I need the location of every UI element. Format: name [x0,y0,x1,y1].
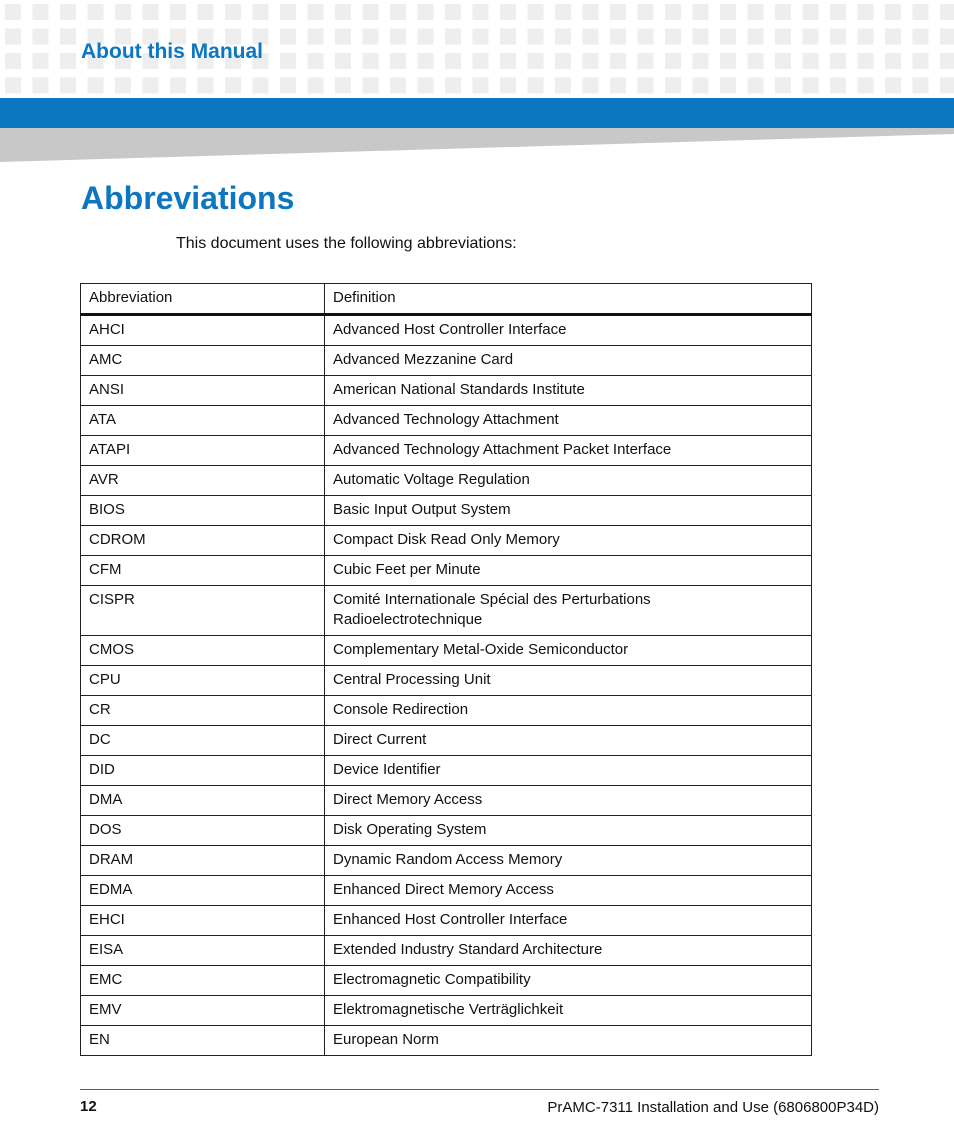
pattern-square [665,78,681,94]
pattern-square [748,53,764,69]
pattern-square [775,53,791,69]
pattern-square [363,29,379,45]
pattern-square [693,29,709,45]
table-row [81,696,812,726]
pattern-square [638,4,654,20]
header-section-title: About this Manual [81,40,263,63]
abbreviation-cell: DMA [81,786,325,816]
pattern-square [610,4,626,20]
pattern-square [940,53,954,69]
pattern-square [418,53,434,69]
abbreviation-cell: EMV [81,996,325,1026]
definition-cell: American National Standards Institute [325,376,812,406]
pattern-square [638,53,654,69]
pattern-square [60,4,76,20]
abbreviation-cell: CMOS [81,636,325,666]
table-row [81,996,812,1026]
pattern-square [858,78,874,94]
definition-cell: Central Processing Unit [325,666,812,696]
pattern-square [583,53,599,69]
pattern-square [775,4,791,20]
pattern-square [940,4,954,20]
pattern-square [555,4,571,20]
pattern-square [693,78,709,94]
pattern-square [418,78,434,94]
pattern-square [555,29,571,45]
table-row [81,556,812,586]
definition-cell: Compact Disk Read Only Memory [325,526,812,556]
column-header-abbreviation: Abbreviation [81,284,325,315]
table-row [81,666,812,696]
pattern-square [830,78,846,94]
pattern-square [913,4,929,20]
pattern-square [5,78,21,94]
table-row [81,816,812,846]
abbreviation-cell: DID [81,756,325,786]
pattern-square [308,53,324,69]
table-row [81,586,812,636]
pattern-square [225,4,241,20]
abbreviation-cell: CISPR [81,586,325,636]
pattern-square [335,53,351,69]
definition-cell: Device Identifier [325,756,812,786]
pattern-square [720,29,736,45]
pattern-square [60,53,76,69]
pattern-square [253,78,269,94]
definition-cell: Advanced Mezzanine Card [325,346,812,376]
pattern-square [775,29,791,45]
pattern-square [253,4,269,20]
abbreviation-cell: AMC [81,346,325,376]
abbreviation-cell: CDROM [81,526,325,556]
pattern-square [720,78,736,94]
pattern-square [528,78,544,94]
pattern-square [280,29,296,45]
pattern-square [170,4,186,20]
intro-text: This document uses the following abbreviations: [176,235,517,252]
pattern-square [885,29,901,45]
column-header-definition: Definition [325,284,812,315]
abbreviation-cell: EMC [81,966,325,996]
pattern-square [308,78,324,94]
pattern-square [528,4,544,20]
pattern-square [693,53,709,69]
abbreviation-cell: DC [81,726,325,756]
pattern-square [638,29,654,45]
pattern-square [858,53,874,69]
definition-cell: Enhanced Direct Memory Access [325,876,812,906]
pattern-square [170,78,186,94]
pattern-square [803,4,819,20]
definition-cell: Disk Operating System [325,816,812,846]
pattern-square [445,29,461,45]
abbreviation-cell: EISA [81,936,325,966]
definition-cell: Advanced Host Controller Interface [325,315,812,346]
pattern-square [418,4,434,20]
pattern-square [225,78,241,94]
table-row [81,786,812,816]
table-row [81,466,812,496]
pattern-square [830,4,846,20]
pattern-square [803,53,819,69]
pattern-square [363,53,379,69]
table-row [81,966,812,996]
pattern-square [390,4,406,20]
definition-cell: Automatic Voltage Regulation [325,466,812,496]
pattern-square [308,4,324,20]
pattern-square [390,53,406,69]
pattern-square [500,4,516,20]
abbreviation-cell: BIOS [81,496,325,526]
table-row [81,846,812,876]
pattern-square [610,29,626,45]
definition-cell: Direct Current [325,726,812,756]
pattern-square [555,78,571,94]
pattern-square [198,78,214,94]
table-row [81,876,812,906]
pattern-square [638,78,654,94]
pattern-square [115,4,131,20]
pattern-square [528,29,544,45]
abbreviation-cell: ATA [81,406,325,436]
pattern-square [858,29,874,45]
pattern-square [610,53,626,69]
abbreviation-cell: EHCI [81,906,325,936]
pattern-square [885,78,901,94]
pattern-square [33,29,49,45]
pattern-square [418,29,434,45]
table-row [81,726,812,756]
pattern-square [335,29,351,45]
footer-rule [80,1089,879,1090]
pattern-square [198,4,214,20]
table-row [81,496,812,526]
pattern-square [748,4,764,20]
definition-cell: Complementary Metal-Oxide Semiconductor [325,636,812,666]
abbreviation-cell: DOS [81,816,325,846]
definition-cell: Enhanced Host Controller Interface [325,906,812,936]
pattern-square [60,29,76,45]
pattern-square [583,78,599,94]
abbreviation-cell: DRAM [81,846,325,876]
pattern-square [913,78,929,94]
definition-cell: Cubic Feet per Minute [325,556,812,586]
pattern-square [528,53,544,69]
table-header-row [81,284,812,315]
abbreviation-cell: EN [81,1026,325,1056]
pattern-square [610,78,626,94]
table-row [81,756,812,786]
definition-cell: Advanced Technology Attachment [325,406,812,436]
pattern-square [940,78,954,94]
pattern-square [390,78,406,94]
pattern-square [335,78,351,94]
pattern-square [940,29,954,45]
abbreviation-cell: AHCI [81,315,325,346]
definition-cell: Console Redirection [325,696,812,726]
pattern-square [143,4,159,20]
pattern-square [555,53,571,69]
pattern-square [445,78,461,94]
pattern-square [830,53,846,69]
pattern-square [115,78,131,94]
pattern-square [280,4,296,20]
pattern-square [803,78,819,94]
pattern-square [88,4,104,20]
pattern-square [500,78,516,94]
pattern-square [335,4,351,20]
pattern-square [748,78,764,94]
abbreviation-cell: CFM [81,556,325,586]
abbreviation-cell: CR [81,696,325,726]
pattern-square [5,4,21,20]
abbreviation-cell: AVR [81,466,325,496]
abbreviation-cell: ANSI [81,376,325,406]
pattern-square [748,29,764,45]
definition-cell: Elektromagnetische Verträglichkeit [325,996,812,1026]
definition-cell: Advanced Technology Attachment Packet Interface [325,436,812,466]
pattern-square [33,4,49,20]
pattern-square [803,29,819,45]
pattern-square [33,53,49,69]
table-row [81,936,812,966]
pattern-square [473,78,489,94]
table-row [81,636,812,666]
pattern-square [665,4,681,20]
pattern-square [885,4,901,20]
pattern-square [665,53,681,69]
pattern-square [280,53,296,69]
table-row [81,1026,812,1056]
pattern-square [143,78,159,94]
pattern-square [445,53,461,69]
page-number: 12 [80,1098,97,1115]
pattern-square [473,53,489,69]
pattern-square [363,78,379,94]
pattern-square [60,78,76,94]
abbreviation-cell: EDMA [81,876,325,906]
table-body [81,315,812,1056]
table-row [81,906,812,936]
definition-cell: Electromagnetic Compatibility [325,966,812,996]
pattern-square [280,78,296,94]
table-row [81,315,812,346]
pattern-square [500,29,516,45]
pattern-square [473,29,489,45]
pattern-square [583,29,599,45]
table-row [81,406,812,436]
pattern-square [445,4,461,20]
definition-cell: Dynamic Random Access Memory [325,846,812,876]
abbreviations-table [80,283,812,1056]
pattern-square [5,53,21,69]
table-row [81,346,812,376]
pattern-square [500,53,516,69]
pattern-square [583,4,599,20]
pattern-square [88,78,104,94]
pattern-square [665,29,681,45]
table-row [81,436,812,466]
abbreviation-cell: CPU [81,666,325,696]
pattern-square [390,29,406,45]
header-blue-band [0,98,954,128]
document-title: PrAMC-7311 Installation and Use (6806800P34D) [547,1099,879,1116]
header-gray-wedge [0,128,954,164]
page-title: Abbreviations [81,180,295,216]
pattern-square [5,29,21,45]
pattern-square [363,4,379,20]
definition-cell: European Norm [325,1026,812,1056]
definition-cell: Extended Industry Standard Architecture [325,936,812,966]
definition-cell: Direct Memory Access [325,786,812,816]
pattern-square [33,78,49,94]
pattern-square [913,53,929,69]
table-row [81,526,812,556]
definition-cell: Comité Internationale Spécial des Perturbations Radioelectrotechnique [325,586,812,636]
table-row [81,376,812,406]
pattern-square [720,4,736,20]
pattern-square [720,53,736,69]
pattern-square [885,53,901,69]
pattern-square [775,78,791,94]
pattern-square [858,4,874,20]
pattern-square [308,29,324,45]
abbreviation-cell: ATAPI [81,436,325,466]
pattern-square [913,29,929,45]
pattern-square [473,4,489,20]
pattern-square [693,4,709,20]
definition-cell: Basic Input Output System [325,496,812,526]
pattern-square [830,29,846,45]
